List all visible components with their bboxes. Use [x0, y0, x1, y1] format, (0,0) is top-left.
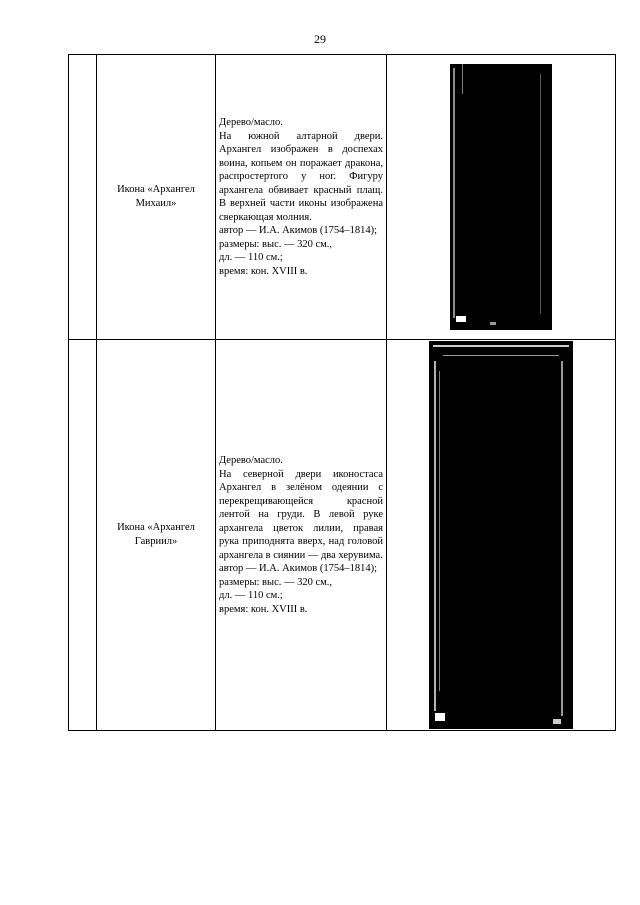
row-number-cell [69, 55, 97, 340]
icon-author: автор — И.А. Акимов (1754–1814); [219, 563, 378, 574]
icon-material: Дерево/масло. [219, 455, 283, 466]
door-icon-photo [429, 341, 573, 729]
icon-name: Икона «Архангел Гавриил» [117, 522, 195, 547]
table-row [69, 340, 616, 731]
icon-catalog-table [68, 54, 616, 731]
icon-size-length: дл. — 110 см.; [219, 252, 283, 263]
icon-size-height: размеры: выс. — 320 см., [219, 238, 333, 250]
icon-photo-cell [387, 55, 616, 340]
icon-description: На северной двери иконостаса Архангел в зелёном одеянии с перекрещивающейся красной лентой на груди. В левой руке архангела цветок лилии, правая рука приподнята вверх, над головой архангела в сиянии — два херувима. [219, 468, 383, 561]
icon-size-length: дл. — 110 см.; [219, 590, 283, 601]
page-number: 29 [314, 32, 326, 46]
icon-name: Икона «Архангел Михаил» [117, 184, 195, 209]
door-icon-photo [450, 64, 552, 330]
icon-time: время: кон. XVIII в. [219, 603, 308, 615]
table-row [69, 55, 616, 340]
icon-time: время: кон. XVIII в. [219, 265, 308, 277]
row-number-cell [69, 340, 97, 731]
icon-name-cell [97, 55, 216, 340]
icon-material: Дерево/масло. [219, 117, 283, 128]
icon-name-cell [97, 340, 216, 731]
icon-description: На южной алтарной двери. Архангел изображен в доспехах воина, копьем он поражает дракона, распростертого у ног. Фигуру архангела обвивает красный плащ. В верхней части иконы изображена сверкающая молния. [219, 130, 383, 223]
icon-size-height: размеры: выс. — 320 см., [219, 576, 333, 588]
icon-photo-cell [387, 340, 616, 731]
icon-description-cell [216, 55, 387, 340]
icon-description-cell [216, 340, 387, 731]
icon-author: автор — И.А. Акимов (1754–1814); [219, 225, 378, 236]
